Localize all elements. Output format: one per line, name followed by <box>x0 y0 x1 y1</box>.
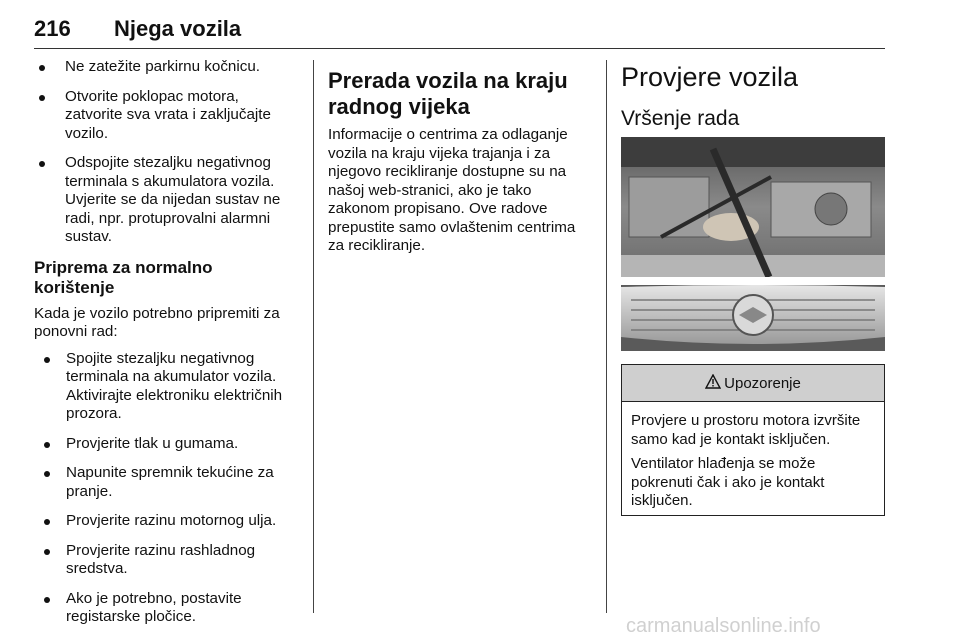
page-header <box>34 6 885 49</box>
subsection-heading: Priprema za normalno korištenje <box>34 257 213 297</box>
bullet-icon <box>44 442 50 448</box>
bullet-icon <box>44 519 50 525</box>
storage-steps-list <box>34 58 296 247</box>
list-item: Spojite stezaljku negativnog terminala na akumulator vozila. Aktivirajte elektroniku električnih prozora. <box>34 350 296 424</box>
prepare-steps-list <box>34 350 296 627</box>
warning-header <box>622 365 884 402</box>
list-item: Ako je potrebno, postavite registarske pločice. <box>34 590 296 627</box>
engine-bay-illustration <box>621 137 885 351</box>
column-divider <box>606 60 607 613</box>
column-right <box>621 58 885 145</box>
bullet-icon <box>44 357 50 363</box>
section-title: Njega vozila <box>114 16 242 41</box>
chapter-title: Provjere vozila <box>621 62 799 92</box>
intro-text: Kada je vozilo potrebno pripremiti za ponovni rad: <box>34 304 280 340</box>
warning-body <box>622 402 884 511</box>
list-item: Provjerite razinu motornog ulja. <box>34 512 296 531</box>
list-item: Provjerite razinu rashladnog sredstva. <box>34 542 296 579</box>
list-item: Odspojite stezaljku negativnog terminala s akumulatora vozila. Uvjerite se da nijedan sustav ne radi, npr. protuprovalni alarmni sustav. <box>34 154 296 247</box>
warning-text: Ventilator hlađenja se može pokrenuti čak i ako je kontakt isključen. <box>631 455 825 509</box>
list-item: Napunite spremnik tekućine za pranje. <box>34 464 296 501</box>
column-divider <box>313 60 314 613</box>
bullet-icon <box>44 471 50 477</box>
warning-triangle-icon <box>705 374 721 393</box>
list-item: Provjerite tlak u gumama. <box>34 435 296 454</box>
section-heading: Prerada vozila na kraju radnog vijeka <box>328 68 568 119</box>
bullet-icon <box>44 597 50 603</box>
list-item: Otvorite poklopac motora, zatvorite sva vrata i zaključajte vozilo. <box>34 88 296 144</box>
page-number: 216 <box>34 16 71 41</box>
list-item: Ne zatežite parkirnu kočnicu. <box>34 58 296 77</box>
recycling-text: Informacije o centrima za odlaganje vozila na kraju vijeka trajanja i za njegovo recikliranje dostupne su na našoj web-stranici, ako je tako zakonom propisano. Ove radove prepustite samo ovlaštenim centrima za recikliranje. <box>328 126 576 254</box>
engine-hood-image <box>621 137 885 351</box>
column-middle <box>328 68 594 264</box>
warning-label: Upozorenje <box>724 374 801 392</box>
warning-box <box>621 364 885 516</box>
warning-text: Provjere u prostoru motora izvršite samo kad je kontakt isključen. <box>631 412 861 448</box>
bullet-icon <box>39 95 45 101</box>
watermark: carmanualsonline.info <box>626 615 821 637</box>
column-left <box>34 58 296 638</box>
bullet-icon <box>39 65 45 71</box>
bullet-icon <box>39 161 45 167</box>
bullet-icon <box>44 549 50 555</box>
chapter-subtitle: Vršenje rada <box>621 107 740 130</box>
